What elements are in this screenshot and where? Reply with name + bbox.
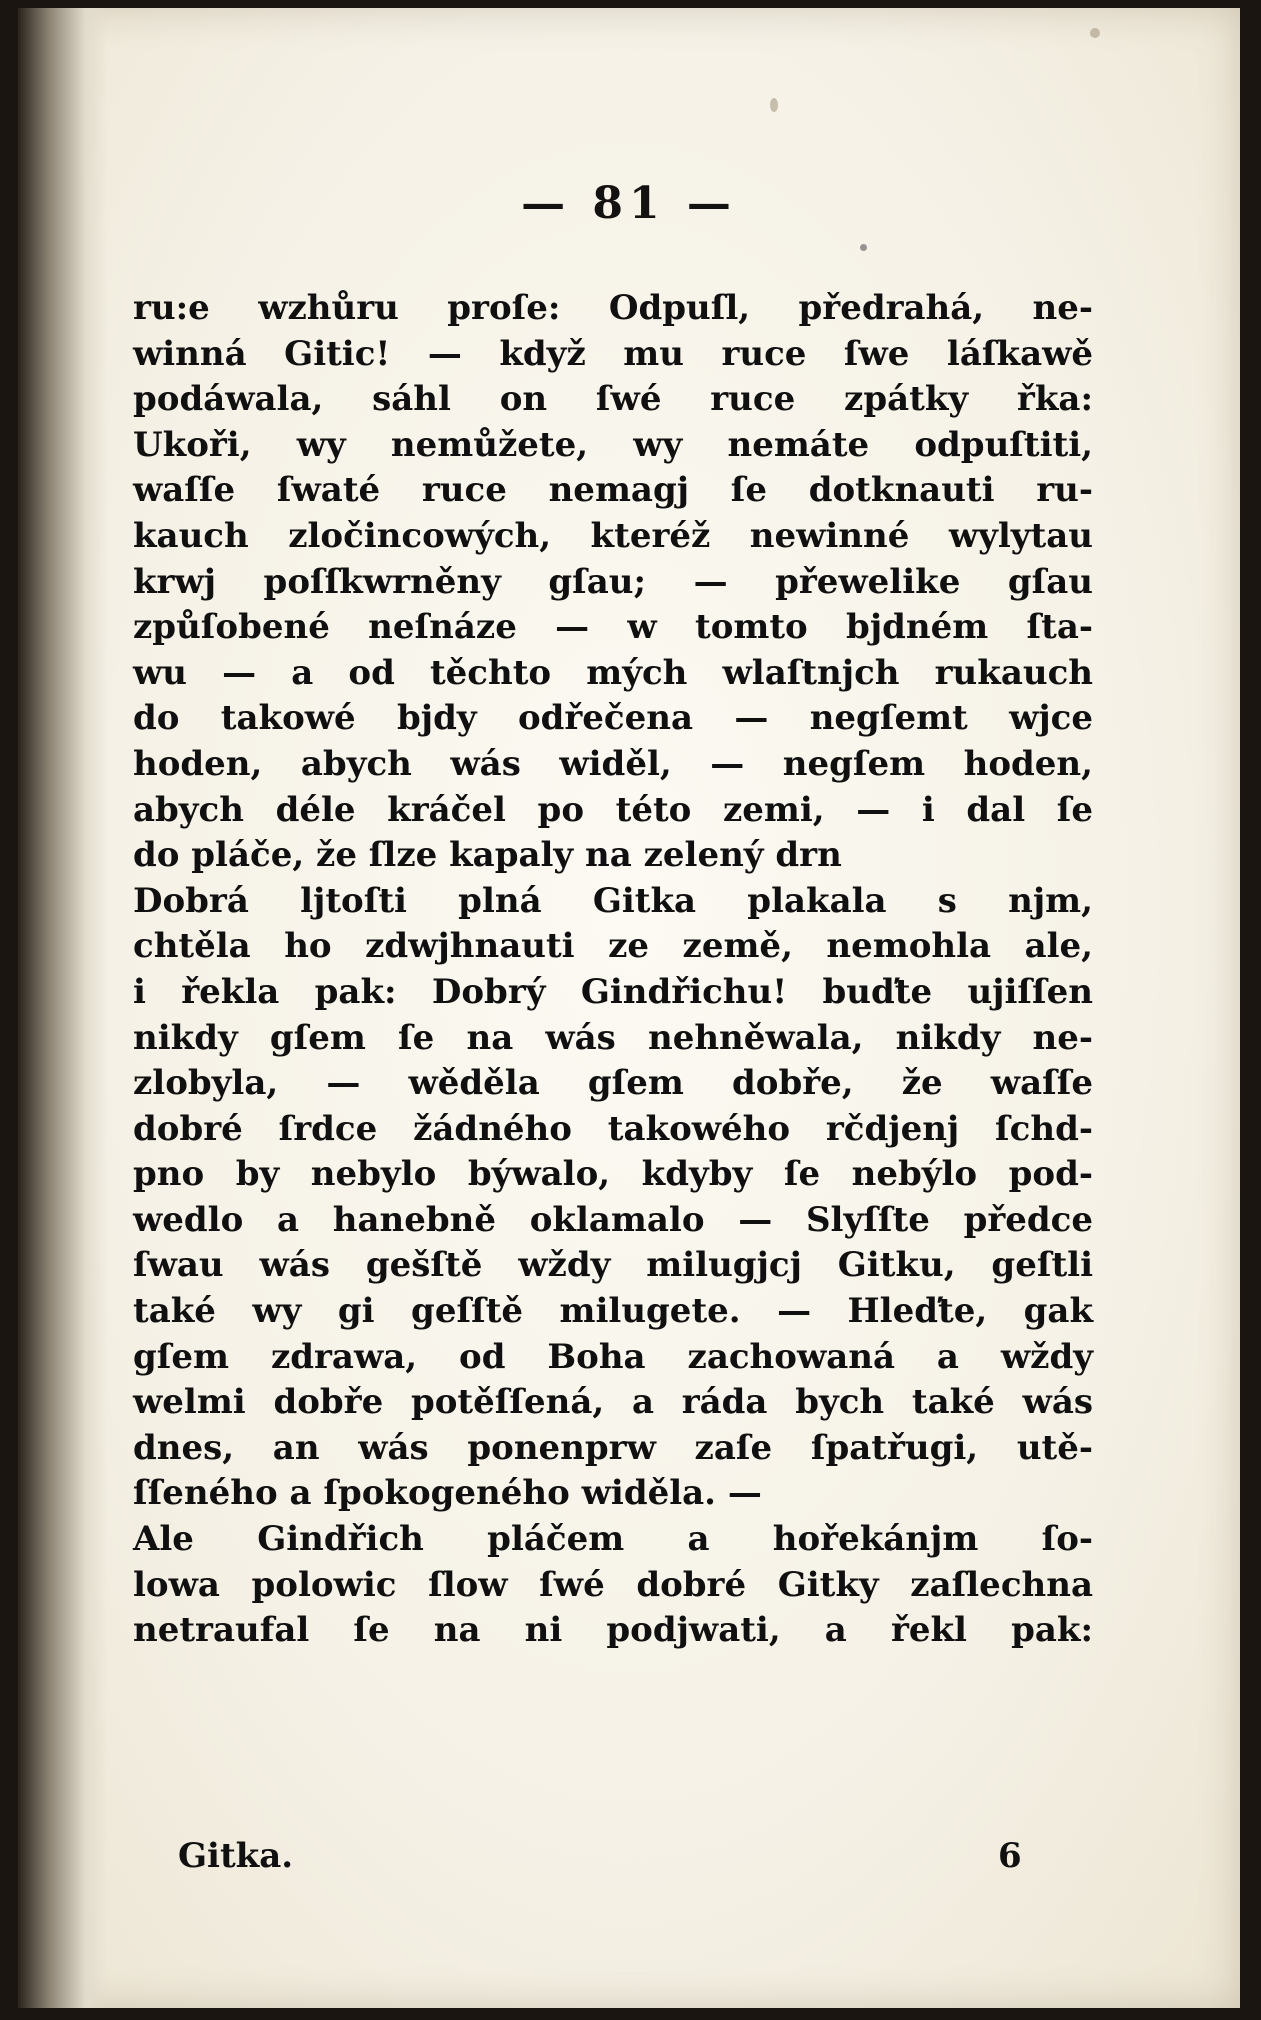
text-line: wedlo a hanebně oklamalo — Slyſſte předce	[133, 1199, 1093, 1240]
text-line: Ukoři, wy nemůžete, wy nemáte odpuſtiti,	[133, 424, 1093, 465]
text-line: ſwau wás gešſtě wždy milugjcj Gitku, geſtli	[133, 1245, 1093, 1286]
text-line: abych déle kráčel po této zemi, — i dal ſe	[133, 789, 1093, 830]
page-number: — 81 —	[521, 178, 737, 229]
text-line: winná Gitic! — když mu ruce ſwe láſkawě	[133, 333, 1093, 374]
text-line: nikdy gſem ſe na wás nehněwala, nikdy ne-	[133, 1017, 1093, 1058]
text-line: wu — a od těchto mých wlaſtnjch rukauch	[133, 652, 1093, 693]
text-line: Dobrá ljtoſti plná Gitka plakala s njm,	[133, 880, 1093, 921]
text-line: i řekla pak: Dobrý Gindřichu! buďte ujiſſen	[133, 971, 1093, 1012]
text-line: podáwala, sáhl on ſwé ruce zpátky řka:	[133, 379, 1093, 420]
text-line: lowa polowic ſlow ſwé dobré Gitky zaſlechna	[133, 1564, 1093, 1605]
text-line: ru:e wzhůru proſe: Odpuſl, předrahá, ne-	[133, 288, 1093, 328]
body-text	[133, 286, 1093, 1654]
text-line: pno by nebylo býwalo, kdyby ſe nebýlo pod-	[133, 1154, 1093, 1195]
book-page	[18, 8, 1240, 2008]
text-line: hoden, abych wás widěl, — negſem hoden,	[133, 743, 1093, 784]
text-line: kauch zločincowých, kteréž newinné wylytau	[133, 515, 1093, 556]
text-line: dobré ſrdce žádného takowého rčdjenj ſchd-	[133, 1108, 1093, 1149]
text-line: waſſe ſwaté ruce nemagj ſe dotknauti ru-	[133, 470, 1093, 511]
text-line: chtěla ho zdwjhnauti ze země, nemohla ale,	[133, 926, 1093, 967]
text-line: gſem zdrawa, od Boha zachowaná a wždy	[133, 1336, 1093, 1377]
text-line: do pláče, že ſlze kapaly na zelený drn	[133, 835, 842, 876]
text-line: zlobyla, — wěděla gſem dobře, že waſſe	[133, 1063, 1093, 1104]
text-line: krwj poſſkwrněny gſau; — přewelike gſau	[133, 561, 1093, 602]
footer-sheet-mark: 6	[998, 1836, 1022, 1876]
paper-speck	[1090, 28, 1100, 38]
footer-signature: Gitka.	[178, 1836, 294, 1876]
text-line: do takowé bjdy odřečena — negſemt wjce	[133, 698, 1093, 739]
paper-speck	[860, 244, 867, 251]
page-gutter-shadow	[18, 8, 108, 2008]
text-line: dnes, an wás ponenprw zaſe ſpatřugi, utě-	[133, 1427, 1093, 1468]
text-line: také wy gi geſſtě milugete. — Hleďte, gak	[133, 1291, 1093, 1332]
text-line: welmi dobře potěſſená, a rádа bych také wás	[133, 1382, 1093, 1423]
text-line: netraufal ſe na ni podjwati, a řekl pak:	[133, 1610, 1093, 1651]
text-line: způſobené neſnáze — w tomto bjdném ſta-	[133, 607, 1093, 648]
text-line: ſſeného a ſpokogeného widěla. —	[133, 1473, 762, 1514]
text-line: Ale Gindřich pláčem a hořekánjm ſo-	[133, 1519, 1093, 1560]
paper-speck	[770, 98, 778, 112]
